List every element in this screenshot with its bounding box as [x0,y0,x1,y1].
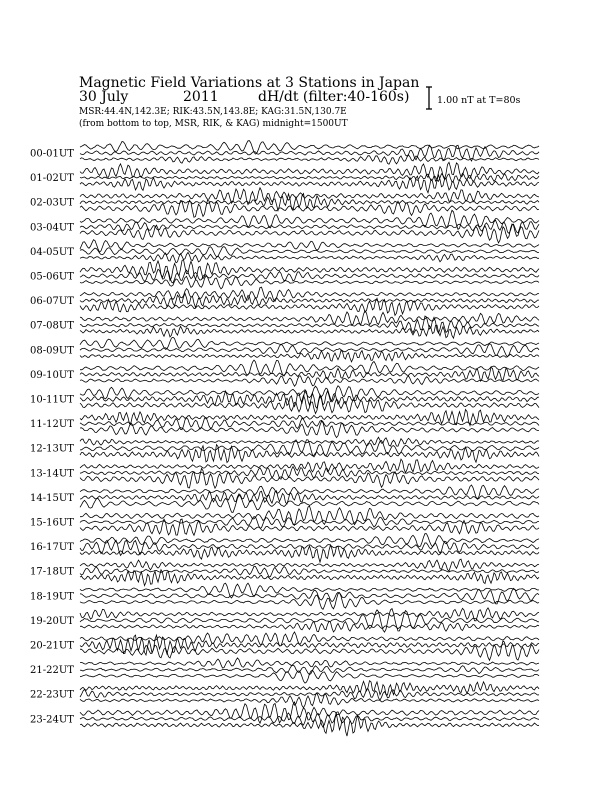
hour-label: 06-07UT [30,296,74,308]
station-order-note: (from bottom to top, MSR, RIK, & KAG) midnight=1500UT [79,119,348,129]
hour-label: 11-12UT [30,419,74,431]
hour-label: 07-08UT [30,320,74,332]
waveform-msr [80,445,539,463]
waveform-kag [80,632,539,646]
hour-label: 13-14UT [30,468,74,480]
waveform-msr [80,276,539,289]
hour-label: 18-19UT [30,591,74,603]
hour-label: 08-09UT [30,345,74,357]
waveform-msr [80,469,539,489]
chart-filter: dH/dt (filter:40-160s) [258,89,410,105]
hour-label: 20-21UT [30,640,74,652]
hour-rows [30,141,539,736]
chart-date: 30 July [79,89,129,105]
scale-bar-label: 1.00 nT at T=80s [437,95,521,106]
waveform-msr [80,252,539,262]
hour-label: 15-16UT [30,517,74,529]
waveform-kag [80,559,539,571]
hour-label: 16-17UT [30,542,74,554]
scale-bar [426,87,521,109]
waveform-kag [80,337,539,349]
hour-label: 02-03UT [30,197,74,209]
waveform-kag [80,485,539,499]
waveform-rik [80,247,539,257]
waveform-msr [80,519,539,535]
waveform-kag [80,240,539,253]
waveform-kag [80,287,539,301]
waveform-kag [80,583,539,598]
hour-label: 21-22UT [30,665,74,677]
chart-header [79,75,419,129]
waveform-msr [80,621,539,632]
waveform-rik [80,491,539,504]
hour-label: 14-15UT [30,492,74,504]
waveform-kag [80,162,539,181]
station-coordinates: MSR:44.4N,142.3E; RIK:43.5N,143.8E; KAG:31.5N,130.7E [79,107,347,117]
hour-label: 03-04UT [30,222,74,234]
waveform-msr [80,670,539,683]
waveform-msr [80,376,539,386]
waveform-msr [80,641,539,660]
waveform-kag [80,260,539,281]
waveform-msr [80,715,539,737]
waveform-rik [80,467,539,480]
hour-label: 05-06UT [30,271,74,283]
chart-title: Magnetic Field Variations at 3 Stations in Japan [79,75,420,91]
hour-label: 10-11UT [30,394,74,406]
chart-year: 2011 [183,89,219,105]
hour-label: 19-20UT [30,615,74,627]
hour-label: 22-23UT [30,689,74,701]
hour-label: 01-02UT [30,173,74,185]
waveform-msr [80,325,539,338]
hour-label: 09-10UT [30,369,74,381]
hour-label: 17-18UT [30,566,74,578]
hour-label: 00-01UT [30,148,74,160]
waveform-kag [80,311,539,325]
waveform-kag [80,608,539,621]
waveform-msr [80,155,539,164]
hour-label: 04-05UT [30,246,74,258]
waveform-kag [80,658,539,668]
hour-label: 23-24UT [30,714,74,726]
hour-label: 12-13UT [30,443,74,455]
